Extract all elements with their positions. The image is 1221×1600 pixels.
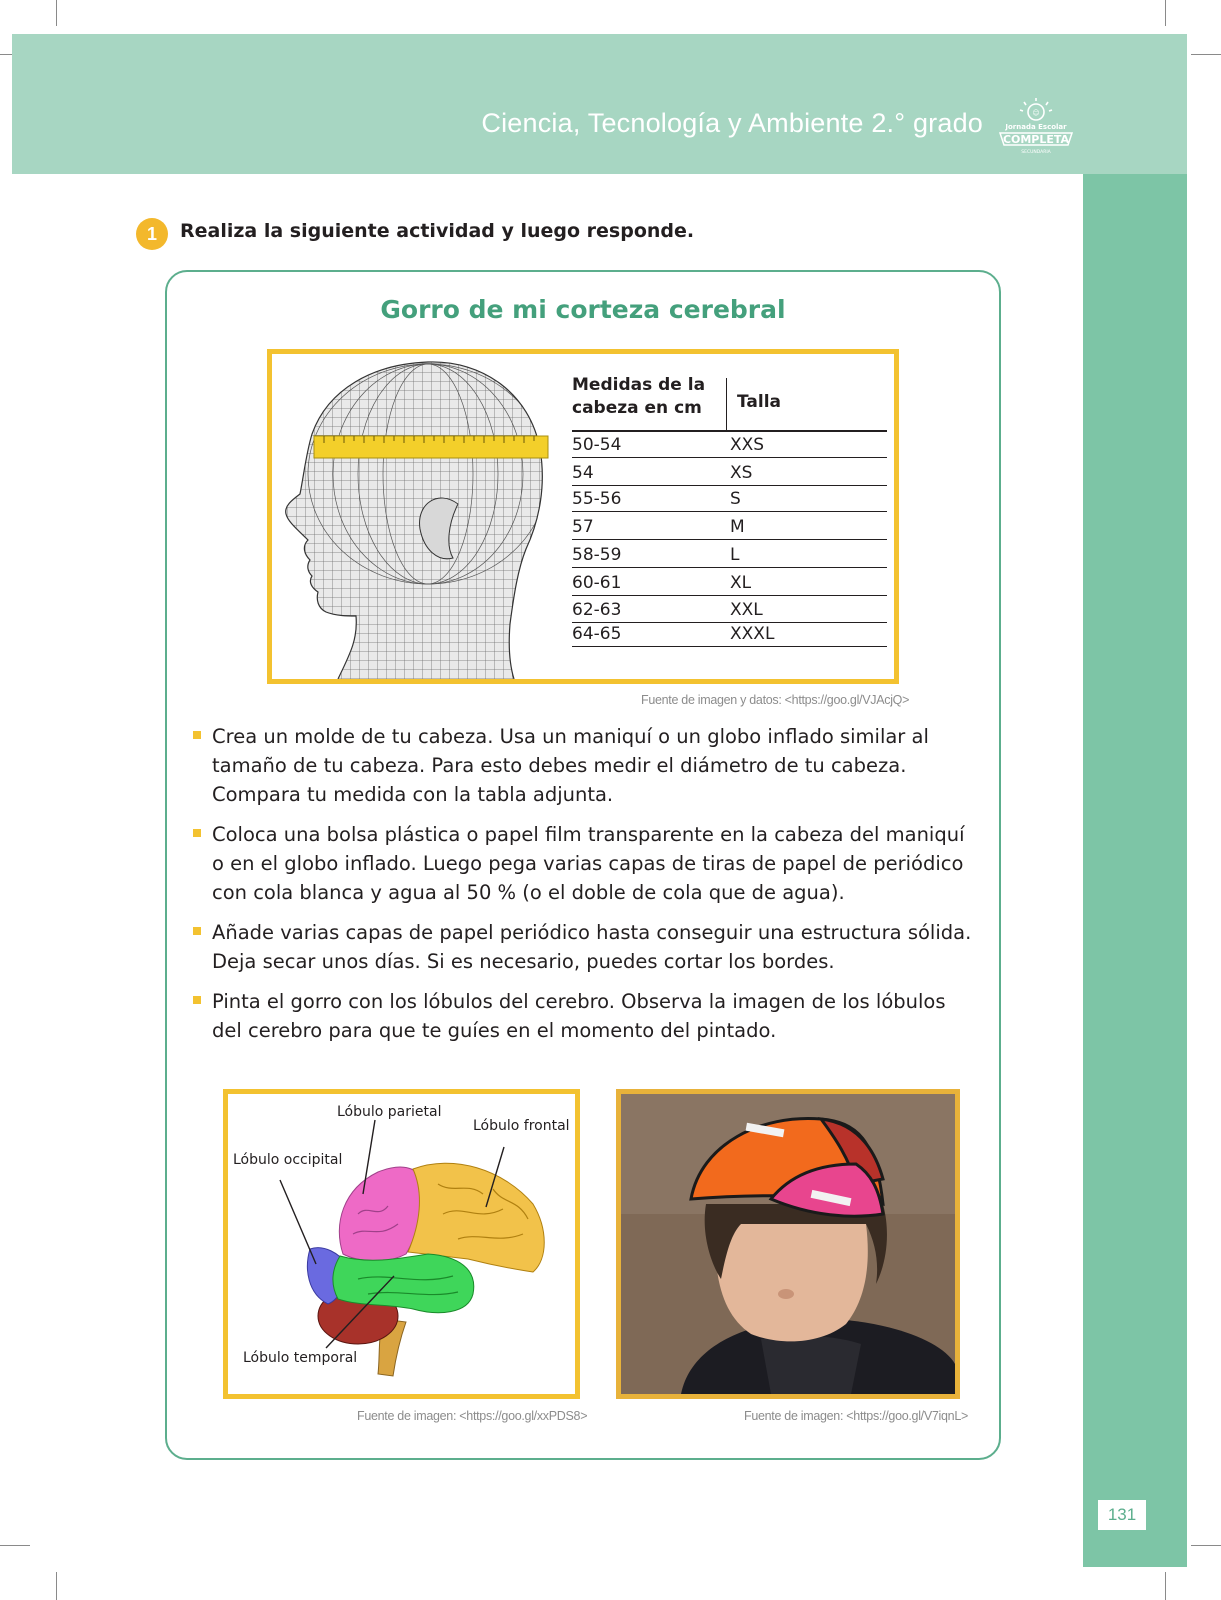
crop-mark [56, 0, 57, 26]
page-number: 131 [1098, 1500, 1146, 1530]
photo-illustration [621, 1094, 955, 1394]
label-frontal: Lóbulo frontal [473, 1118, 570, 1134]
question-text: Realiza la siguiente actividad y luego responde. [180, 220, 695, 242]
label-parietal: Lóbulo parietal [337, 1104, 442, 1120]
bullet-square-icon [193, 996, 201, 1004]
crop-mark [56, 1572, 57, 1600]
logo-line2: COMPLETA [1002, 133, 1070, 146]
photo-source-caption: Fuente de imagen: <https://goo.gl/V7iqnL> [744, 1409, 968, 1423]
bullet-square-icon [193, 731, 201, 739]
table-source-caption: Fuente de imagen y datos: <https://goo.gl/VJAcjQ> [641, 693, 910, 707]
list-item: Añade varias capas de papel periódico hasta conseguir una estructura sólida. Deja secar unos días. Si es necesario, puedes cortar los bordes. [196, 918, 976, 976]
crop-mark [1191, 1545, 1221, 1546]
table-row: 60-61 XL [572, 569, 887, 596]
table-header-measure: Medidas de la cabeza en cm [572, 375, 706, 418]
crop-mark [1165, 1572, 1166, 1600]
jornada-escolar-logo [996, 96, 1076, 156]
list-item: Pinta el gorro con los lóbulos del cerebro. Observa la imagen de los lóbulos del cerebro para que te guíes en el momento del pintado. [196, 987, 976, 1045]
table-row: 50-54 XXS [572, 431, 887, 458]
instruction-list [196, 722, 976, 1056]
student-cap-photo [616, 1089, 960, 1399]
bullet-square-icon [193, 927, 201, 935]
table-row: 64-65 XXXL [572, 620, 887, 647]
wireframe-head-illustration [278, 354, 553, 679]
table-header-size: Talla [737, 392, 782, 412]
table-row: 57 M [572, 513, 887, 540]
logo-line1: Jornada Escolar [1005, 123, 1067, 131]
brain-lobes-diagram [223, 1089, 580, 1399]
table-row: 54 XS [572, 459, 887, 486]
bullet-square-icon [193, 829, 201, 837]
side-band [1083, 174, 1187, 1567]
svg-text:☺: ☺ [1032, 109, 1040, 117]
brain-illustration [228, 1094, 575, 1394]
label-temporal: Lóbulo temporal [243, 1350, 358, 1366]
table-row: 55-56 S [572, 485, 887, 512]
label-occipital: Lóbulo occipital [233, 1152, 343, 1168]
table-row: 62-63 XXL [572, 596, 887, 623]
header-title: Ciencia, Tecnología y Ambiente 2.° grado [481, 108, 983, 138]
crop-mark [1191, 54, 1221, 55]
list-item: Coloca una bolsa plástica o papel film transparente en la cabeza del maniquí o en el globo inflado. Luego pega varias capas de tiras de papel de periódico con cola blanca y agua al 50 % (o el doble de cola que de agua). [196, 820, 976, 907]
logo-line3: SECUNDARIA [1021, 150, 1051, 155]
crop-mark [0, 1545, 30, 1546]
card-title: Gorro de mi corteza cerebral [380, 295, 786, 324]
table-header-divider [726, 378, 727, 430]
list-item: Crea un molde de tu cabeza. Usa un maniquí o un globo inflado similar al tamaño de tu cabeza. Para esto debes medir el diámetro de tu cabeza. Compara tu medida con la tabla adjunta. [196, 722, 976, 809]
brain-source-caption: Fuente de imagen: <https://goo.gl/xxPDS8> [357, 1409, 588, 1423]
question-number-badge: 1 [136, 218, 168, 250]
crop-mark [1165, 0, 1166, 26]
table-row: 58-59 L [572, 541, 887, 568]
